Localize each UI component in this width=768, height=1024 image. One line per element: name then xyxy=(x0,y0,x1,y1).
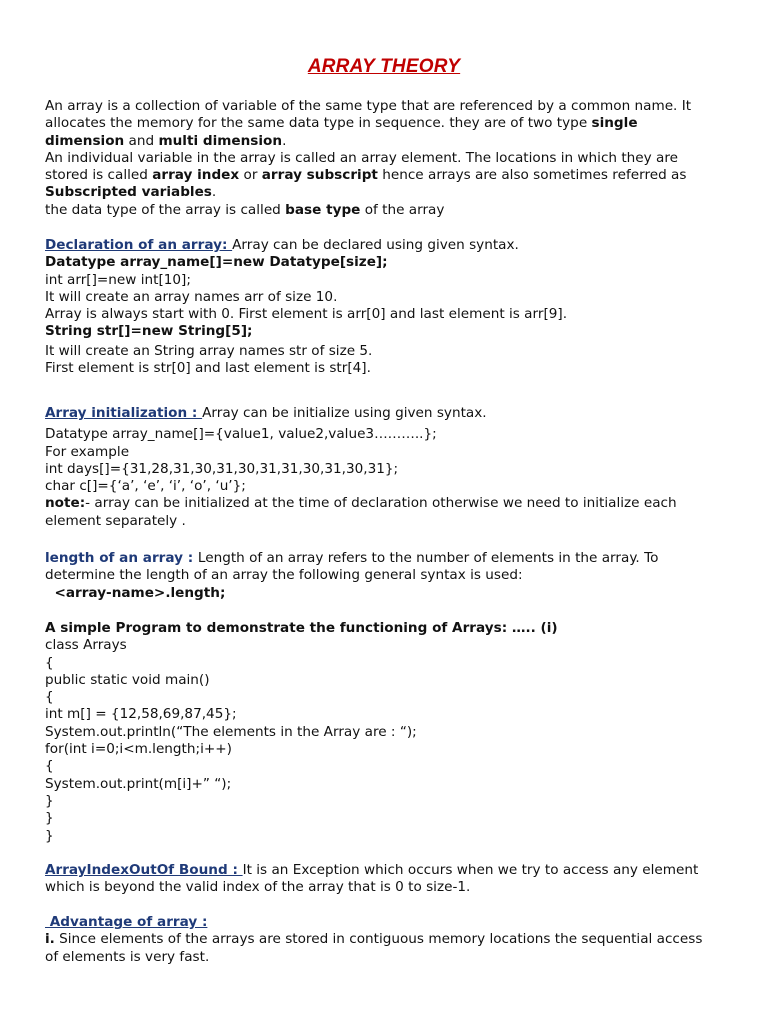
section-heading: Declaration of an array: xyxy=(45,237,233,253)
length-heading-line: length of an array : Length of an array refers to the number of elements in the array. To xyxy=(45,550,659,566)
section-heading: Array initialization : xyxy=(45,405,203,421)
code-line: { xyxy=(45,654,54,671)
text-line: First element is str[0] and last element is str[4]. xyxy=(45,360,371,377)
code-line: } xyxy=(45,792,54,809)
advantage-heading-line xyxy=(45,914,725,931)
syntax-line: String str[]=new String[5]; xyxy=(45,323,253,340)
length-section xyxy=(45,550,725,602)
code-line: public static void main() xyxy=(45,671,210,688)
code-line: int m[] = {12,58,69,87,45}; xyxy=(45,706,237,723)
text-line: Datatype array_name[]={value1, value2,value3………..}; xyxy=(45,426,437,443)
code-line: System.out.println(“The elements in the Array are : “); xyxy=(45,723,417,740)
intro-line: the data type of the array is called base type of the array xyxy=(45,201,445,218)
text-line: char c[]={‘a’, ‘e’, ‘i’, ‘o’, ‘u’}; xyxy=(45,478,246,495)
intro-line: allocates the memory for the same data type in sequence. they are of two type single xyxy=(45,115,638,132)
code-line: System.out.print(m[i]+” “); xyxy=(45,775,232,792)
text-line: int arr[]=new int[10]; xyxy=(45,271,191,288)
syntax-line: <array-name>.length; xyxy=(45,584,226,601)
code-line: { xyxy=(45,689,54,706)
code-line: { xyxy=(45,758,54,775)
exception-heading-line: ArrayIndexOutOf Bound : It is an Exception which occurs when we try to access any element xyxy=(45,862,699,878)
intro-line: Subscripted variables. xyxy=(45,184,217,201)
code-line: for(int i=0;i<m.length;i++) xyxy=(45,741,232,758)
text-line: of elements is very fast. xyxy=(45,948,210,965)
syntax-line: Datatype array_name[]=new Datatype[size]; xyxy=(45,254,388,271)
text-line: For example xyxy=(45,443,130,460)
text-line: determine the length of an array the following general syntax is used: xyxy=(45,567,523,584)
text-line: It will create an array names arr of size 10. xyxy=(45,288,338,305)
initialization-section xyxy=(45,405,725,530)
intro-section xyxy=(45,98,725,219)
declaration-section xyxy=(45,237,725,377)
program-section xyxy=(45,620,725,845)
text-line: which is beyond the valid index of the array that is 0 to size-1. xyxy=(45,879,471,896)
section-heading: Advantage of array : xyxy=(45,914,208,930)
text-line: element separately . xyxy=(45,512,186,529)
declaration-heading-line: Declaration of an array: Array can be declared using given syntax. xyxy=(45,237,519,253)
section-heading: length of an array : xyxy=(45,550,198,566)
intro-line: dimension and multi dimension. xyxy=(45,132,287,149)
advantage-item: i. Since elements of the arrays are stored in contiguous memory locations the sequential access xyxy=(45,931,703,948)
exception-section xyxy=(45,862,725,897)
page-title: ARRAY THEORY xyxy=(307,56,461,77)
text-line: int days[]={31,28,31,30,31,30,31,31,30,31,30,31}; xyxy=(45,460,399,477)
intro-line: An array is a collection of variable of the same type that are referenced by a common name. It xyxy=(45,98,692,114)
section-heading: ArrayIndexOutOf Bound : xyxy=(45,862,243,878)
text-line: Array is always start with 0. First element is arr[0] and last element is arr[9]. xyxy=(45,306,568,323)
intro-line: stored is called array index or array subscript hence arrays are also sometimes referred as xyxy=(45,167,687,184)
advantage-section xyxy=(45,914,725,966)
text-line: It will create an String array names str of size 5. xyxy=(45,342,373,359)
intro-line: An individual variable in the array is called an array element. The locations in which they are xyxy=(45,149,679,166)
program-heading: A simple Program to demonstrate the functioning of Arrays: ….. (i) xyxy=(45,620,558,636)
code-line: } xyxy=(45,810,54,827)
initialization-heading-line: Array initialization : Array can be initialize using given syntax. xyxy=(45,405,487,421)
note-line: note:- array can be initialized at the time of declaration otherwise we need to initialize each xyxy=(45,495,677,512)
code-line: class Arrays xyxy=(45,637,127,654)
code-line: } xyxy=(45,827,54,844)
